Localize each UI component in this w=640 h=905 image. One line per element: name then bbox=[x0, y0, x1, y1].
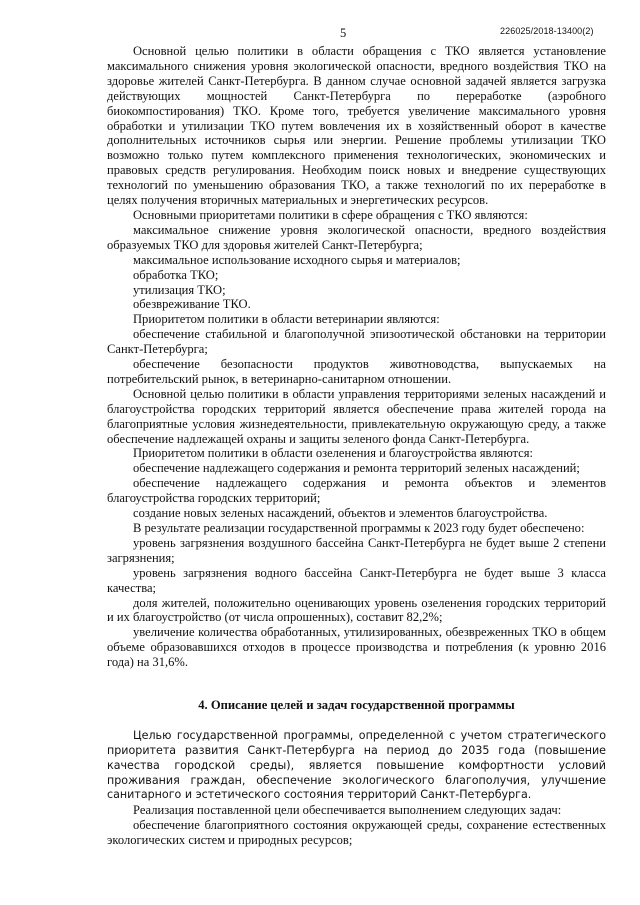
paragraph: Приоритетом политики в области ветеринарии являются: bbox=[133, 312, 440, 327]
list-item: доля жителей, положительно оценивающих уровень озеленения городских территорий и их благоустройство (от числа опрошенных), составит 82,2%; bbox=[107, 595, 606, 625]
paragraph: Основной целью политики в области управления территориями зеленых насаждений и благоустройства городских территорий является обеспечение права жителей города на благоприятные условия жизнедеятельности, привлекательную окружающую среду, а также обеспечение надлежащей охраны и защиты зеленого фонда Санкт-Петербурга. bbox=[107, 386, 606, 446]
list-item: обработка ТКО; bbox=[133, 267, 219, 282]
list-item: уровень загрязнения воздушного бассейна Санкт-Петербурга не будет выше 2 степени загрязнения; bbox=[107, 535, 606, 565]
list-item: обеспечение стабильной и благополучной эпизоотической обстановки на территории Санкт-Петербурга; bbox=[107, 327, 606, 357]
paragraph: Основными приоритетами политики в сфере обращения с ТКО являются: bbox=[133, 207, 528, 222]
section-title: 4. Описание целей и задач государственной программы bbox=[198, 698, 515, 713]
document-id: 226025/2018-13400(2) bbox=[500, 26, 594, 36]
list-item: уровень загрязнения водного бассейна Санкт-Петербурга не будет выше 3 класса качества; bbox=[107, 565, 606, 595]
paragraph: Приоритетом политики в области озеленения и благоустройства являются: bbox=[133, 446, 533, 461]
paragraph: Целью государственной программы, определенной с учетом стратегического приоритета развития Санкт-Петербурга на период до 2035 года (повышение качества городской среды), является повышение комфортности условий проживания граждан, обеспечение экологического благополучия, улучшение санитарного и эстетического состояния территорий Санкт-Петербурга. bbox=[107, 729, 606, 802]
list-item: увеличение количества обработанных, утилизированных, обезвреженных ТКО в общем объеме образовавшихся отходов в процессе производства и потребления (к уровню 2016 года) на 31,6%. bbox=[107, 625, 606, 670]
paragraph: Основной целью политики в области обращения с ТКО является установление максимального снижения уровня экологической опасности, вредного воздействия ТКО на здоровье жителей Санкт-Петербурга. В данном случае основной задачей является загрузка действующих мощностей Санкт-Петербурга по переработке (аэробного биокомпостирования) ТКО. Кроме того, требуется увеличение максимального уровня обработки и утилизации ТКО путем вовлечения их в хозяйственный оборот в качестве дополнительных источников сырья или энергии. Решение проблемы утилизации ТКО возможно только путем комплексного применения технологических, экономических и правовых средств регулирования. Необходим поиск новых и внедрение существующих технологий по уменьшению образования ТКО, а также технологий по их переработке в целях получения вторичных материальных и энергетических ресурсов. bbox=[107, 44, 606, 208]
list-item: создание новых зеленых насаждений, объектов и элементов благоустройства. bbox=[133, 506, 548, 521]
list-item: обезвреживание ТКО. bbox=[133, 297, 251, 312]
paragraph: В результате реализации государственной программы к 2023 году будет обеспечено: bbox=[133, 521, 585, 535]
list-item: обеспечение благоприятного состояния окружающей среды, сохранение естественных экологических систем и природных ресурсов; bbox=[107, 818, 606, 848]
list-item: обеспечение безопасности продуктов животноводства, выпускаемых на потребительский рынок, в ветеринарно-санитарном отношении. bbox=[107, 357, 606, 386]
list-item: утилизация ТКО; bbox=[133, 282, 226, 297]
list-item: обеспечение надлежащего содержания и ремонта территорий зеленых насаждений; bbox=[133, 461, 580, 476]
paragraph: Реализация поставленной цели обеспечивается выполнением следующих задач: bbox=[133, 803, 562, 818]
list-item: максимальное снижение уровня экологической опасности, вредного воздействия образуемых ТКО для здоровья жителей Санкт-Петербурга; bbox=[107, 222, 606, 252]
document-body bbox=[107, 44, 606, 848]
list-item: максимальное использование исходного сырья и материалов; bbox=[133, 252, 461, 267]
page-number: 5 bbox=[340, 26, 347, 40]
list-item: обеспечение надлежащего содержания и ремонта объектов и элементов благоустройства городских территорий; bbox=[107, 476, 606, 506]
